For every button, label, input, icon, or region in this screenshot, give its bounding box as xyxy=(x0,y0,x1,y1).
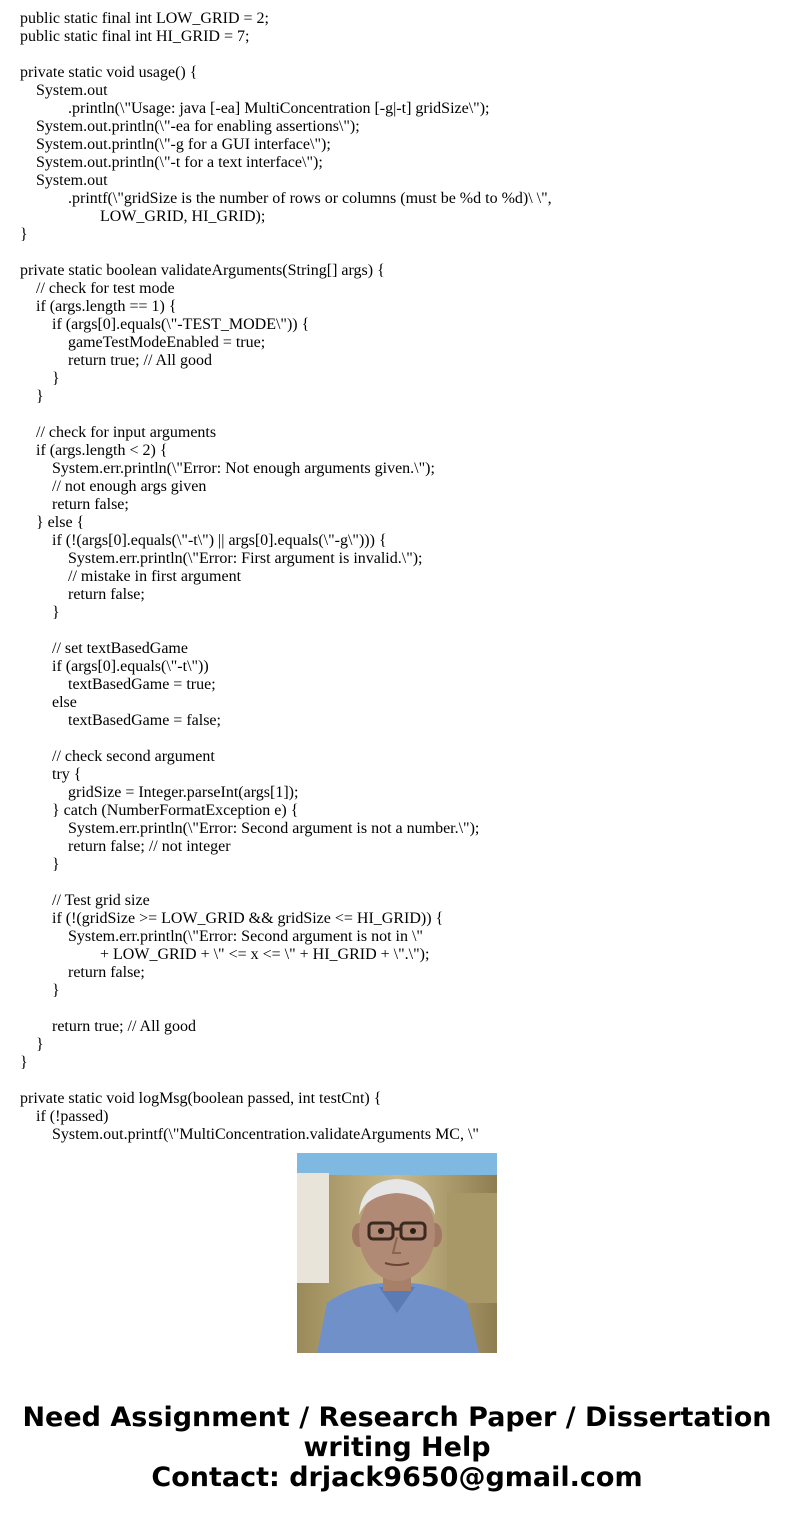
code-line: try { xyxy=(20,766,82,783)
code-line: } else { xyxy=(20,514,85,531)
code-listing xyxy=(20,10,780,1143)
code-line xyxy=(20,730,780,748)
code-line: if (!passed) xyxy=(20,1108,109,1125)
code-line: if (args.length < 2) { xyxy=(20,442,168,459)
code-line: textBasedGame = true; xyxy=(20,676,216,693)
code-line: gameTestModeEnabled = true; xyxy=(20,334,266,351)
code-line: if (!(gridSize >= LOW_GRID && gridSize <= HI_GRID)) { xyxy=(20,910,444,927)
code-line: return false; // not integer xyxy=(20,838,231,855)
code-line: if (!(args[0].equals(\"-t\") || args[0].equals(\"-g\"))) { xyxy=(20,532,387,549)
code-line: // check for input arguments xyxy=(20,424,217,441)
code-line: System.err.println(\"Error: Second argument is not a number.\"); xyxy=(20,820,480,837)
code-line: // set textBasedGame xyxy=(20,640,188,657)
code-line: } xyxy=(20,1036,44,1053)
code-line: else xyxy=(20,694,77,711)
code-line: public static final int HI_GRID = 7; xyxy=(20,28,250,45)
code-line xyxy=(20,46,780,64)
code-line: return true; // All good xyxy=(20,1018,196,1035)
promo-line-3: Contact: drjack9650@gmail.com xyxy=(151,1462,643,1493)
code-line: } xyxy=(20,388,44,405)
code-line: if (args[0].equals(\"-t\")) xyxy=(20,658,209,675)
code-line: return false; xyxy=(20,586,145,603)
code-line xyxy=(20,622,780,640)
code-line xyxy=(20,244,780,262)
code-line: return true; // All good xyxy=(20,352,212,369)
code-line: } xyxy=(20,982,60,999)
code-line: } xyxy=(20,604,60,621)
code-line xyxy=(20,1000,780,1018)
code-line: return false; xyxy=(20,496,129,513)
code-line: // mistake in first argument xyxy=(20,568,242,585)
code-line: + LOW_GRID + \" <= x <= \" + HI_GRID + \".\"); xyxy=(20,946,430,963)
code-line: LOW_GRID, HI_GRID); xyxy=(20,208,266,225)
code-line: System.out.printf(\"MultiConcentration.validateArguments MC, \" xyxy=(20,1126,479,1143)
code-line xyxy=(20,406,780,424)
code-line: System.out xyxy=(20,82,108,99)
code-line: // not enough args given xyxy=(20,478,207,495)
code-line: return false; xyxy=(20,964,145,981)
code-line: private static void usage() { xyxy=(20,64,198,81)
code-line: .printf(\"gridSize is the number of rows or columns (must be %d to %d)\ \", xyxy=(20,190,552,207)
code-line: gridSize = Integer.parseInt(args[1]); xyxy=(20,784,299,801)
code-line: System.err.println(\"Error: Not enough arguments given.\"); xyxy=(20,460,435,477)
code-line: textBasedGame = false; xyxy=(20,712,221,729)
avatar xyxy=(297,1153,497,1353)
code-line xyxy=(20,874,780,892)
code-line: if (args.length == 1) { xyxy=(20,298,177,315)
code-line: System.out.println(\"-t for a text interface\"); xyxy=(20,154,323,171)
code-line: System.out.println(\"-ea for enabling assertions\"); xyxy=(20,118,360,135)
promo-line-2: writing Help xyxy=(303,1432,491,1463)
code-line: public static final int LOW_GRID = 2; xyxy=(20,10,269,27)
promo-line-1: Need Assignment / Research Paper / Dissertation xyxy=(22,1402,772,1433)
code-line: private static void logMsg(boolean passed, int testCnt) { xyxy=(20,1090,382,1107)
code-line: // check for test mode xyxy=(20,280,175,297)
code-line: } xyxy=(20,1054,28,1071)
code-line: private static boolean validateArguments(String[] args) { xyxy=(20,262,385,279)
code-line: } catch (NumberFormatException e) { xyxy=(20,802,299,819)
promo-text xyxy=(0,1403,794,1493)
code-line xyxy=(20,1072,780,1090)
code-line: System.err.println(\"Error: First argument is invalid.\"); xyxy=(20,550,423,567)
code-line: System.out.println(\"-g for a GUI interface\"); xyxy=(20,136,331,153)
code-line: } xyxy=(20,226,28,243)
code-line: System.err.println(\"Error: Second argument is not in \" xyxy=(20,928,423,945)
code-line: } xyxy=(20,856,60,873)
code-line: if (args[0].equals(\"-TEST_MODE\")) { xyxy=(20,316,310,333)
code-line: System.out xyxy=(20,172,108,189)
person-photo-icon xyxy=(297,1153,497,1353)
code-line: .println(\"Usage: java [-ea] MultiConcentration [-g|-t] gridSize\"); xyxy=(20,100,490,117)
code-line: // Test grid size xyxy=(20,892,150,909)
code-line: // check second argument xyxy=(20,748,215,765)
code-line: } xyxy=(20,370,60,387)
